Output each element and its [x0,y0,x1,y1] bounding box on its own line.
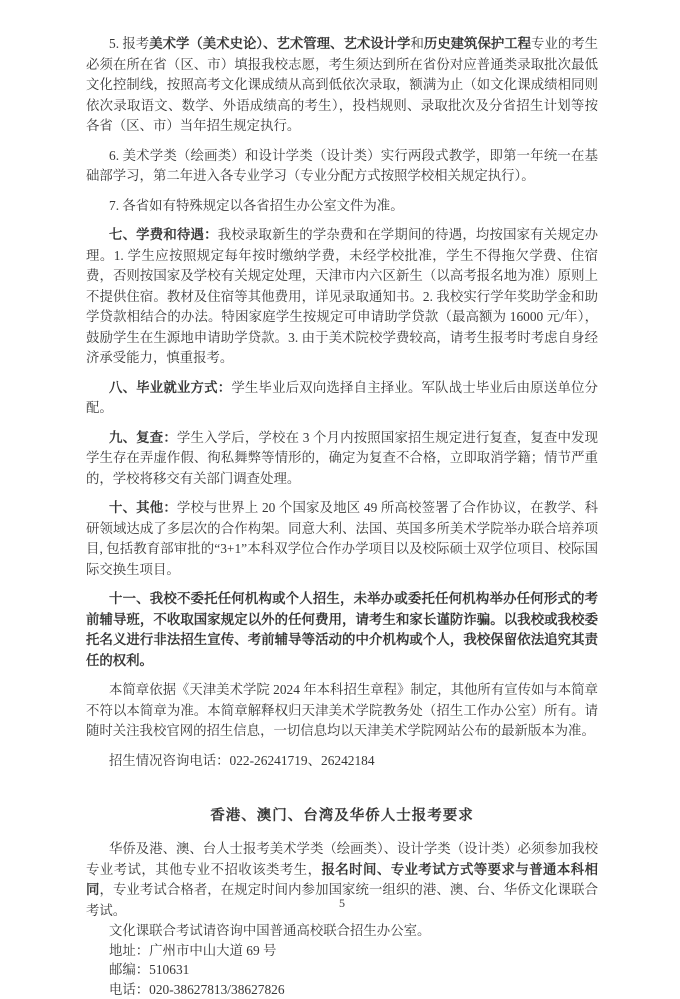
paragraph-hmt-text: ，专业考试合格者，在规定时间内参加国家统一组织的港、澳、台、华侨文化课联合考试。 [86,882,598,918]
paragraph-6: 6. 美术学类（绘画类）和设计学类（设计类）实行两段式教学，即第一年统一在基础部学习，第二年进入各专业学习（专业分配方式按照学校相关规定执行）。 [86,146,598,187]
paragraph-disclaimer: 本简章依据《天津美术学院 2024 年本科招生章程》制定，其他所有宣传如与本简章不符以本简章为准。本简章解释权归天津美术学院教务处（招生工作办公室）所有。请随时关注我校官网的招生信息，一切信息均以天津美术学院网站公布的最新版本为准。 [86,680,598,742]
paragraph-5-text: 和 [410,36,423,51]
paragraph-consult-phone: 招生情况咨询电话：022-26241719、26242184 [86,751,598,772]
section-recheck [86,428,598,490]
section-tuition [86,225,598,369]
page-number: 5 [86,893,598,914]
paragraph-7: 7. 各省如有特殊规定以各省招生办公室文件为准。 [86,196,598,217]
section-anti-fraud: 十一、我校不委托任何机构或个人招生，未举办或委托任何机构举办任何形式的考前辅导班，不收取国家规定以外的任何费用，请考生和家长谨防诈骗。以我校或我校委托名义进行非法招生宣传、考前辅导等活动的中介机构或个人，我校保留依法追究其责任的权利。 [86,589,598,671]
section-employment-body: 学生毕业后双向选择自主择业。军队战士毕业后由原送单位分配。 [86,380,598,416]
line-joint-exam-consult: 文化课联合考试请咨询中国普通高校联合招生办公室。 [86,921,598,941]
hmt-section-heading: 香港、澳门、台湾及华侨人士报考要求 [86,805,598,827]
paragraph-5-text: 专业的考生必须在所在省（区、市）填报我校志愿，考生须达到所在省份对应普通类录取批次最低文化控制线，按照高考文化课成绩从高到低依次录取，额满为止（如文化课成绩相同则依次录取语文、数学、外语成绩高的考生），投档规则、录取批次及分省招生计划等按各省（区、市）当年招生规定执行。 [86,36,598,133]
paragraph-5-bold-heritage: 历史建筑保护工程 [424,36,531,51]
section-recheck-label: 九、复查： [109,430,177,445]
section-tuition-body: 我校录取新生的学杂费和在学期间的待遇，均按国家有关规定办理。1. 学生应按照规定每年按时缴纳学费，未经学校批准，学生不得拖欠学费、住宿费，否则按国家及学校有关规定处理，天津市内六区新生（以高考报名地为准）原则上不提供住宿。教材及住宿等其他费用，详见录取通知书。2. 我校实行学年奖助学金和助学贷款相结合的办法。特困家庭学生按规定可申请助学贷款（最高额为 16000 元/年），鼓励学生在生源地申请助学贷款。3. 由于美术院校学费较高，请考生报考时考虑自身经济承受能力，慎重报考。 [86,227,598,365]
paragraph-5-text: 5. 报考 [109,36,149,51]
line-telephone: 电话：020-38627813/38627826 [86,980,598,999]
section-tuition-label: 七、学费和待遇： [109,227,218,242]
section-employment [86,378,598,419]
line-postcode: 邮编：510631 [86,960,598,980]
line-address: 地址：广州市中山大道 69 号 [86,941,598,961]
section-others-label: 十、其他： [109,500,177,515]
paragraph-hmt-text: 华侨及港、澳、台人士报考美术学类（绘画类）、设计学类（设计类）必须参加我校专业考试，其他专业不招收该类考生， [86,841,598,877]
paragraph-5 [86,34,598,137]
paragraph-hmt-bold: 报名时间、专业考试方式等要求与普通本科相同 [86,862,598,898]
section-others [86,498,598,580]
section-others-body: 学校与世界上 20 个国家及地区 49 所高校签署了合作协议，在教学、科研领域达成了多层次的合作构架。同意大利、法国、英国多所美术学院举办联合培养项目, 包括教育部审批的“3+1”本科双学位合作办学项目以及校际硕士双学位项目、校际国际交换生项目。 [86,500,598,577]
section-employment-label: 八、毕业就业方式： [109,380,231,395]
section-recheck-body: 学生入学后，学校在 3 个月内按照国家招生规定进行复查，复查中发现学生存在弄虚作假、徇私舞弊等情形的，确定为复查不合格，立即取消学籍；情节严重的，学校将移交有关部门调查处理。 [86,430,598,486]
paragraph-5-bold-majors: 美术学（美术史论）、艺术管理、艺术设计学 [149,36,410,51]
